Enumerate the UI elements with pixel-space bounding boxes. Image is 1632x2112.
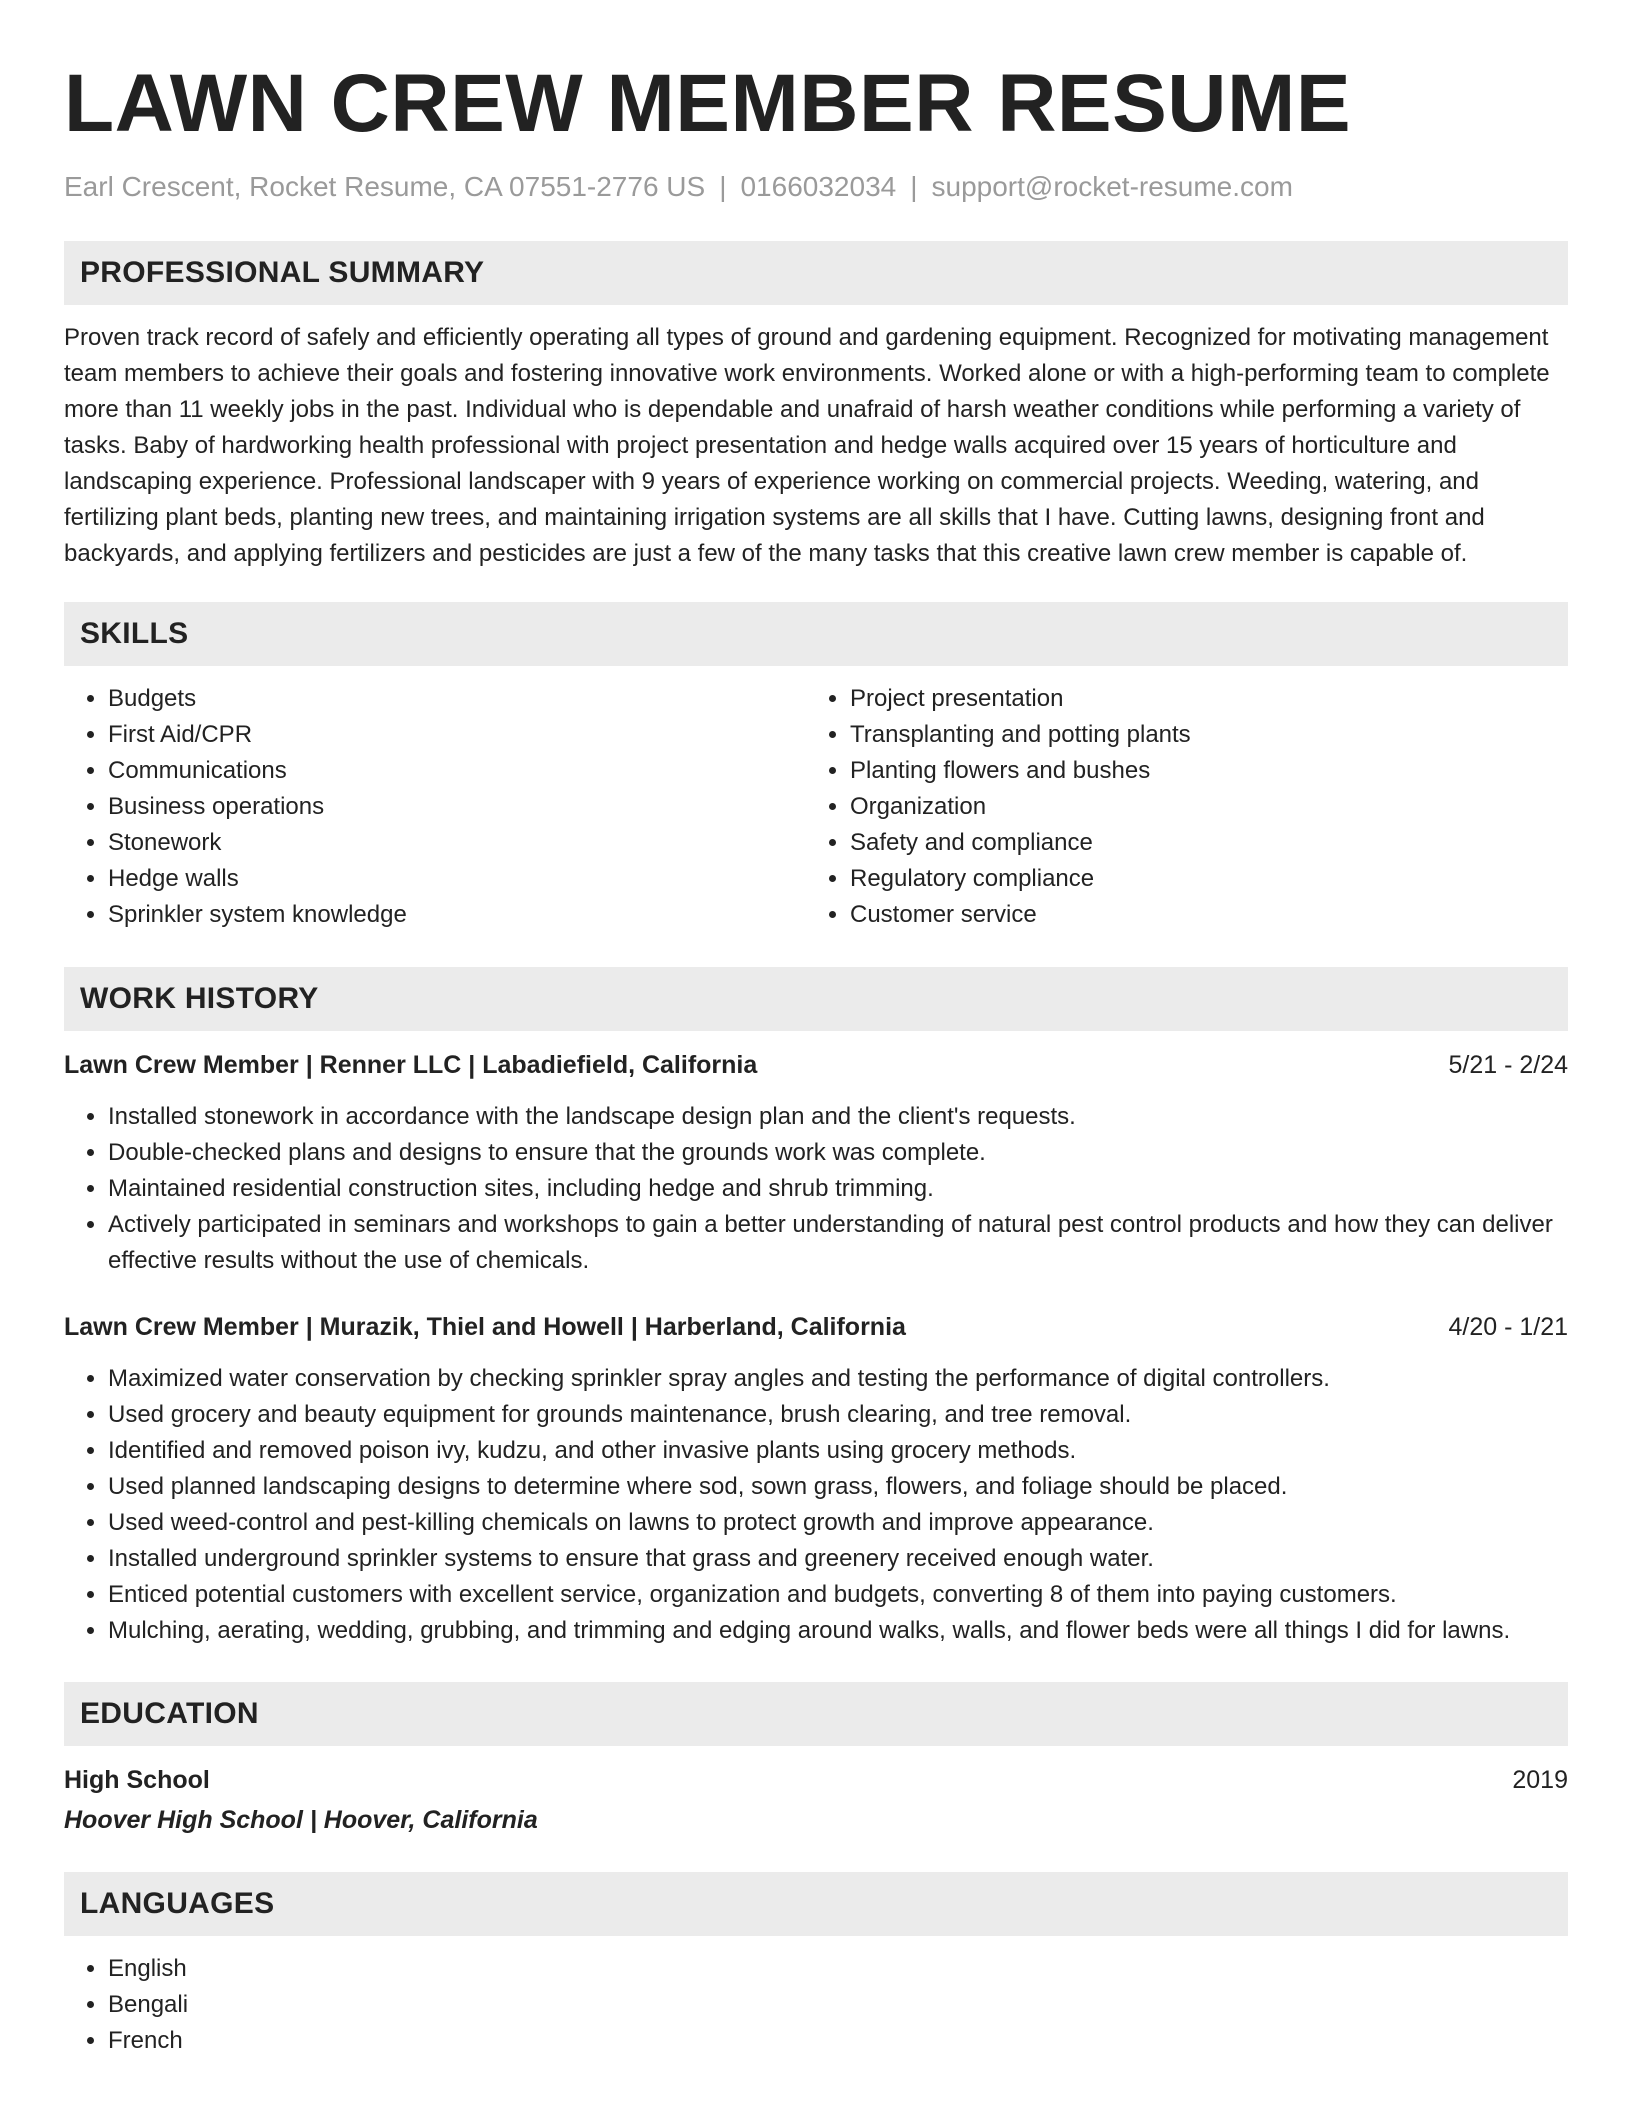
education-year: 2019 bbox=[1512, 1766, 1568, 1794]
skills-column-left bbox=[64, 681, 806, 933]
contact-separator: | bbox=[910, 171, 918, 202]
summary-text: Proven track record of safely and efficiently operating all types of ground and gardening equipment. Recognized for motivating management team members to achieve their goals and fostering innovative work environments. Worked alone or with a high-performing team to complete more than 11 weekly jobs in the past. Individual who is dependable and unafraid of harsh weather conditions while performing a variety of tasks. Baby of hardworking health professional with project presentation and hedge walls acquired over 15 years of horticulture and landscaping experience. Professional landscaper with 9 years of experience working on commercial projects. Weeding, watering, and fertilizing plant beds, planting new trees, and maintaining irrigation systems are all skills that I have. Cutting lawns, designing front and backyards, and applying fertilizers and pesticides are just a few of the many tasks that this creative lawn crew member is capable of. bbox=[64, 324, 1550, 567]
job-bullet: • Installed stonework in accordance with the landscape design plan and the client's requests. bbox=[108, 1099, 1568, 1135]
skills-column-right bbox=[806, 681, 1548, 933]
job-bullets bbox=[64, 1099, 1568, 1279]
skill-item: • Regulatory compliance bbox=[850, 861, 1548, 897]
job-bullet: • Actively participated in seminars and workshops to gain a better understanding of natural pest control products and how they can deliver effective results without the use of chemicals. bbox=[108, 1207, 1568, 1279]
resume-title: LAWN CREW MEMBER RESUME bbox=[64, 58, 1352, 149]
job-header bbox=[64, 1047, 1568, 1083]
job-bullet: • Installed underground sprinkler systems to ensure that grass and greenery received enough water. bbox=[108, 1541, 1568, 1577]
job-bullet: • Identified and removed poison ivy, kudzu, and other invasive plants using grocery methods. bbox=[108, 1433, 1568, 1469]
language-item: • Bengali bbox=[108, 1987, 1568, 2023]
job-bullet: • Used grocery and beauty equipment for grounds maintenance, brush clearing, and tree removal. bbox=[108, 1397, 1568, 1433]
skill-item: • Stonework bbox=[108, 825, 806, 861]
job-bullet: • Mulching, aerating, wedding, grubbing, and trimming and edging around walks, walls, and flower beds were all things I did for lawns. bbox=[108, 1613, 1568, 1649]
contact-separator: | bbox=[719, 171, 727, 202]
resume-page bbox=[64, 0, 1568, 2059]
job-entry bbox=[64, 1047, 1568, 1279]
language-item: • English bbox=[108, 1951, 1568, 1987]
summary-section-header: PROFESSIONAL SUMMARY bbox=[64, 241, 1568, 305]
job-bullet: • Double-checked plans and designs to ensure that the grounds work was complete. bbox=[108, 1135, 1568, 1171]
skill-item: • Project presentation bbox=[850, 681, 1548, 717]
job-title: Lawn Crew Member | Renner LLC | Labadiefield, California bbox=[64, 1051, 758, 1079]
contact-address: Earl Crescent, Rocket Resume, CA 07551-2776 US bbox=[64, 171, 706, 202]
contact-line bbox=[64, 170, 1568, 204]
education-school: Hoover High School | Hoover, California bbox=[64, 1806, 538, 1834]
language-item: • French bbox=[108, 2023, 1568, 2059]
skill-item: • Safety and compliance bbox=[850, 825, 1548, 861]
skill-item: • First Aid/CPR bbox=[108, 717, 806, 753]
work-section-header: WORK HISTORY bbox=[64, 967, 1568, 1031]
job-bullet: • Enticed potential customers with excellent service, organization and budgets, converting 8 of them into paying customers. bbox=[108, 1577, 1568, 1613]
education-section-header: EDUCATION bbox=[64, 1682, 1568, 1746]
contact-phone: 0166032034 bbox=[740, 171, 897, 202]
education-degree: High School bbox=[64, 1766, 210, 1794]
skills-list bbox=[64, 681, 1568, 933]
skill-item: • Business operations bbox=[108, 789, 806, 825]
contact-email: support@rocket-resume.com bbox=[931, 171, 1293, 202]
education-entry bbox=[64, 1762, 1568, 1838]
job-header bbox=[64, 1309, 1568, 1345]
job-dates: 5/21 - 2/24 bbox=[1448, 1051, 1568, 1079]
languages-list bbox=[64, 1951, 1568, 2059]
languages-section-header: LANGUAGES bbox=[64, 1872, 1568, 1936]
job-bullets bbox=[64, 1361, 1568, 1649]
job-bullet: • Maximized water conservation by checking sprinkler spray angles and testing the performance of digital controllers. bbox=[108, 1361, 1568, 1397]
skill-item: • Planting flowers and bushes bbox=[850, 753, 1548, 789]
job-bullet: • Used planned landscaping designs to determine where sod, sown grass, flowers, and foliage should be placed. bbox=[108, 1469, 1568, 1505]
skill-item: • Transplanting and potting plants bbox=[850, 717, 1548, 753]
skill-item: • Customer service bbox=[850, 897, 1548, 933]
job-bullet: • Maintained residential construction sites, including hedge and shrub trimming. bbox=[108, 1171, 1568, 1207]
skill-item: • Communications bbox=[108, 753, 806, 789]
job-bullet: • Used weed-control and pest-killing chemicals on lawns to protect growth and improve appearance. bbox=[108, 1505, 1568, 1541]
education-header bbox=[64, 1762, 1568, 1798]
skill-item: • Sprinkler system knowledge bbox=[108, 897, 806, 933]
job-entry bbox=[64, 1309, 1568, 1649]
job-title: Lawn Crew Member | Murazik, Thiel and Howell | Harberland, California bbox=[64, 1313, 906, 1341]
skill-item: • Budgets bbox=[108, 681, 806, 717]
skills-section-header: SKILLS bbox=[64, 602, 1568, 666]
skill-item: • Organization bbox=[850, 789, 1548, 825]
skill-item: • Hedge walls bbox=[108, 861, 806, 897]
job-dates: 4/20 - 1/21 bbox=[1448, 1313, 1568, 1341]
